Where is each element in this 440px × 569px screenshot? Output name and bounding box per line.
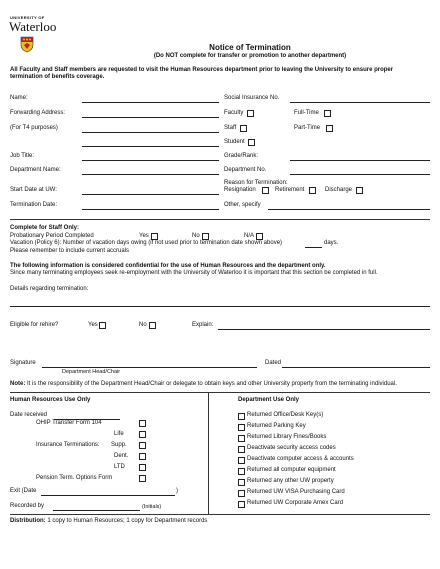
retirement-checkbox[interactable]	[309, 187, 316, 194]
department-name-label: Department Name:	[10, 167, 61, 173]
dated-label: Dated	[265, 360, 282, 366]
ltd-label: LTD	[114, 464, 125, 470]
forwarding-address-label: Forwarding Address:	[10, 110, 66, 116]
probation-label: Probationary Period Completed	[10, 233, 94, 239]
column-divider	[208, 392, 209, 514]
vacation-days-field[interactable]	[305, 247, 322, 248]
supp-checkbox[interactable]	[139, 442, 146, 449]
confidential-heading: The following information is considered confidential for the use of Human Resources and the department only.	[10, 263, 326, 269]
ohip-label: OHIP Transfer Form 104	[36, 420, 102, 426]
dept-item-checkbox[interactable]	[238, 501, 245, 508]
forwarding-address-field-2[interactable]	[82, 132, 219, 133]
dent-label: Dent.	[114, 453, 129, 459]
dept-item-label: Returned UW Corporate Amex Card	[247, 500, 344, 506]
divider	[10, 219, 430, 220]
staff-only-heading: Complete for Staff Only:	[10, 225, 80, 231]
distribution-text: 1 copy to Human Resources; 1 copy for Department records	[45, 518, 208, 524]
faculty-checkbox[interactable]	[247, 110, 254, 117]
recorded-by-label: Recorded by	[10, 503, 45, 509]
life-checkbox[interactable]	[139, 431, 146, 438]
resignation-label: Resignation	[224, 187, 256, 193]
dept-item-label: Returned any other UW property	[247, 478, 334, 484]
rehire-no-label: No	[139, 322, 147, 328]
dept-item-checkbox[interactable]	[238, 479, 245, 486]
dept-item-label: Returned all computer equipment	[247, 467, 336, 473]
grade-rank-label: Grade/Rank:	[224, 153, 259, 159]
job-title-field[interactable]	[82, 160, 219, 161]
rehire-no-checkbox[interactable]	[149, 322, 156, 329]
dent-checkbox[interactable]	[139, 453, 146, 460]
staff-checkbox[interactable]	[240, 125, 247, 132]
other-specify-field[interactable]	[268, 209, 430, 210]
vacation-label: Vacation (Policy 6): Number of vacation days owing (if not used prior to termination date shown above)	[10, 240, 283, 246]
hr-use-heading: Human Resources Use Only	[10, 397, 91, 403]
instructions: All Faculty and Staff members are requested to visit the Human Resources department prior to leaving the University to ensure proper termination of benefits coverage.	[10, 67, 394, 80]
t4-purposes-label: (For T4 purposes)	[10, 125, 58, 131]
staff-label: Staff	[224, 125, 237, 131]
forwarding-address-field[interactable]	[82, 117, 219, 118]
retirement-label: Retirement	[275, 187, 305, 193]
pension-label: Pension Term. Options Form	[36, 475, 113, 481]
sin-field[interactable]	[290, 102, 430, 103]
exit-date-close: )	[176, 488, 178, 494]
student-checkbox[interactable]	[248, 139, 255, 146]
dept-use-heading: Department Use Only	[238, 397, 300, 403]
dept-item-checkbox[interactable]	[238, 490, 245, 497]
probation-no-label: No	[192, 233, 200, 239]
job-title-label: Job Title:	[10, 153, 35, 159]
signature-field[interactable]	[42, 367, 257, 368]
details-label: Details regarding termination:	[10, 286, 89, 292]
department-name-field[interactable]	[82, 174, 219, 175]
dated-field[interactable]	[282, 367, 430, 368]
other-specify-label: Other, specify	[224, 202, 261, 208]
termination-date-label: Termination Date:	[10, 202, 58, 208]
discharge-label: Discharge	[325, 187, 353, 193]
logo-university-of: UNIVERSITY OF	[10, 15, 45, 20]
note-text: It is the responsibility of the Department Head/Chair or delegate to obtain keys and other University property from the terminating individual.	[25, 381, 397, 387]
pension-checkbox[interactable]	[139, 475, 146, 482]
dept-item-checkbox[interactable]	[238, 446, 245, 453]
insurance-terminations-label: Insurance Terminations:	[36, 442, 100, 448]
dept-item-checkbox[interactable]	[238, 468, 245, 475]
resignation-checkbox[interactable]	[262, 187, 269, 194]
part-time-checkbox[interactable]	[326, 125, 333, 132]
eligible-rehire-label: Eligible for rehire?	[10, 322, 59, 328]
accruals-note: Please remember to include current accruals	[10, 248, 130, 254]
responsibility-note	[10, 381, 397, 388]
distribution-line	[10, 518, 207, 525]
explain-field[interactable]	[218, 329, 430, 330]
faculty-label: Faculty	[224, 110, 244, 116]
dept-item-checkbox[interactable]	[238, 413, 245, 420]
termination-date-field[interactable]	[82, 209, 219, 210]
dept-item-label: Returned Office/Desk Key(s)	[247, 412, 324, 418]
ltd-checkbox[interactable]	[139, 464, 146, 471]
explain-label: Explain:	[192, 322, 214, 328]
name-label: Name:	[10, 95, 28, 101]
note-label: Note:	[10, 381, 26, 387]
full-time-checkbox[interactable]	[324, 110, 331, 117]
days-label: days.	[324, 240, 339, 246]
ohip-checkbox[interactable]	[139, 420, 146, 427]
dept-item-checkbox[interactable]	[238, 435, 245, 442]
recorded-by-field[interactable]	[53, 510, 140, 511]
initials-label: (Initials)	[142, 504, 162, 510]
probation-yes-checkbox[interactable]	[151, 233, 158, 240]
details-field[interactable]	[10, 306, 430, 307]
probation-no-checkbox[interactable]	[202, 233, 209, 240]
full-time-label: Full-Time	[294, 110, 319, 116]
page-title: Notice of Termination	[209, 43, 291, 52]
life-label: Life	[114, 431, 124, 437]
part-time-label: Part-Time	[294, 125, 321, 131]
dept-item-label: Returned Library Fines/Books	[247, 434, 327, 440]
department-no-field[interactable]	[290, 174, 430, 175]
logo-waterloo: Waterloo	[9, 19, 57, 34]
dept-item-checkbox[interactable]	[238, 457, 245, 464]
supp-label: Supp.	[111, 442, 127, 448]
divider	[10, 392, 430, 393]
start-date-field[interactable]	[82, 194, 219, 195]
dept-item-label: Deactivate computer access & accounts	[247, 456, 354, 462]
exit-date-field[interactable]	[41, 495, 175, 496]
page-subtitle: (Do NOT complete for transfer or promotion to another department)	[153, 53, 347, 59]
sin-label: Social Insurance No.	[224, 95, 280, 101]
reason-label: Reason for Termination:	[224, 180, 288, 186]
probation-na-checkbox[interactable]	[256, 233, 263, 240]
dept-item-label: Returned UW VISA Purchasing Card	[247, 489, 345, 495]
dept-item-label: Deactivate security access codes	[247, 445, 336, 451]
name-field[interactable]	[82, 102, 219, 103]
grade-rank-field[interactable]	[290, 160, 430, 161]
signature-sublabel: Department Head/Chair	[62, 369, 121, 375]
discharge-checkbox[interactable]	[356, 187, 363, 194]
rehire-yes-checkbox[interactable]	[99, 322, 106, 329]
forwarding-address-field-3[interactable]	[82, 146, 219, 147]
divider	[10, 514, 430, 515]
probation-na-label: N/A	[244, 233, 255, 239]
rehire-yes-label: Yes	[88, 322, 98, 328]
student-label: Student	[224, 139, 245, 145]
signature-label: Signature	[10, 360, 36, 366]
confidential-note: Since many terminating employees seek re-employment with the University of Waterloo it is important that this section be completed in full.	[10, 270, 378, 276]
dept-item-checkbox[interactable]	[238, 424, 245, 431]
exit-date-label: Exit (Date	[10, 488, 37, 494]
distribution-label: Distribution:	[10, 518, 46, 524]
start-date-label: Start Date at UW:	[10, 187, 57, 193]
probation-yes-label: Yes	[139, 233, 149, 239]
date-received-label: Date received	[10, 412, 48, 418]
dept-item-label: Returned Parking Key	[247, 423, 306, 429]
department-no-label: Department No.	[224, 167, 267, 173]
